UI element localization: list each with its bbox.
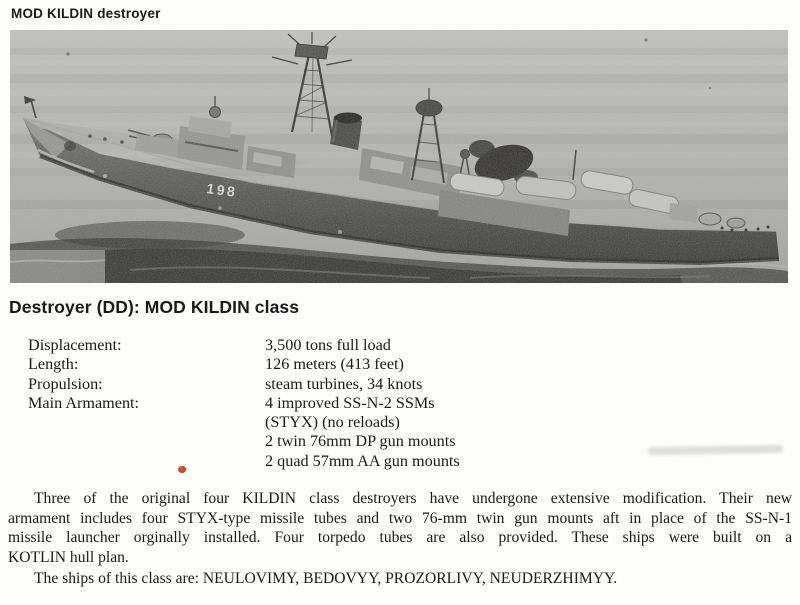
spec-row <box>28 355 772 374</box>
photo-grain-overlay <box>10 30 788 283</box>
spec-label <box>28 452 265 471</box>
paragraph-line: missile launcher orginally installed. Four torpedo tubes are also provided. These ships were built on a <box>8 529 792 546</box>
spec-row <box>28 413 772 432</box>
spec-label <box>28 413 265 432</box>
paragraph-line: Three of the original four KILDIN class destroyers have undergone extensive modification. Their new <box>34 490 792 507</box>
spec-value: 2 twin 76mm DP gun mounts <box>265 432 456 451</box>
paragraph-line: armament includes four STYX-type missile tubes and two 76-mm twin gun mounts aft in place of the SS-N-1 <box>8 509 792 527</box>
spec-value: (STYX) (no reloads) <box>265 413 400 432</box>
spec-value: 126 meters (413 feet) <box>265 355 404 374</box>
spec-row <box>28 336 772 355</box>
spec-label: Main Armament: <box>28 393 140 412</box>
ink-dot-artifact <box>178 466 186 473</box>
spec-label: Displacement: <box>28 336 122 354</box>
body-paragraph <box>8 489 792 567</box>
spec-value: 3,500 tons full load <box>265 336 391 354</box>
ship-photo <box>10 30 788 283</box>
ship-photo-illustration <box>10 30 788 283</box>
hull-number-text: 198 <box>205 180 239 201</box>
spec-value: 2 quad 57mm AA gun mounts <box>265 451 460 470</box>
spec-value: steam turbines, 34 knots <box>265 374 423 393</box>
paragraph-line: KOTLIN hull plan. <box>8 548 129 566</box>
photo-caption-label: MOD KILDIN destroyer <box>11 6 161 21</box>
spec-value: 4 improved SS-N-2 SSMs <box>265 393 435 412</box>
spec-label: Propulsion: <box>28 374 103 393</box>
section-heading: Destroyer (DD): MOD KILDIN class <box>9 297 300 317</box>
spec-label <box>28 432 265 451</box>
spec-row <box>28 375 772 394</box>
ships-list-paragraph: The ships of this class are: NEULOVIMY, BEDOVYY, PROZORLIVY, NEUDERZHIMYY. <box>34 570 618 587</box>
spec-row <box>28 394 772 413</box>
spec-label: Length: <box>28 355 79 374</box>
